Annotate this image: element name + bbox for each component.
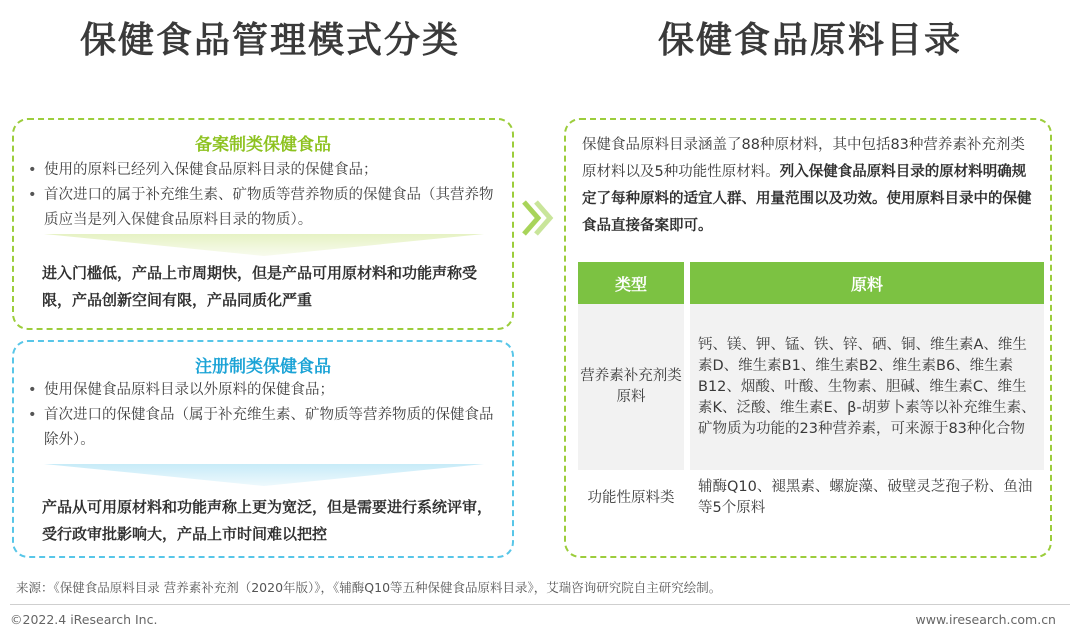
catalog-card	[564, 118, 1052, 558]
row-materials: 辅酶Q10、褪黑素、螺旋藻、破壁灵芝孢子粉、鱼油等5个原料	[687, 470, 1044, 526]
filing-card	[12, 118, 514, 330]
table-row	[578, 470, 1044, 526]
row-type: 功能性原料类	[578, 470, 687, 526]
registration-card	[12, 340, 514, 558]
filing-arrow-band	[44, 234, 484, 256]
catalog-description	[582, 132, 1036, 240]
filing-bullet-2: • 首次进口的属于补充维生素、矿物质等营养物质的保健食品（其营养物质应当是列入保健食品原料目录的物质）。	[26, 183, 500, 233]
header-type: 类型	[578, 262, 687, 304]
right-title: 保健食品原料目录	[657, 20, 962, 61]
row-materials: 钙、镁、钾、锰、铁、锌、硒、铜、维生素A、维生素D、维生素B1、维生素B2、维生素B6、维生素B12、烟酸、叶酸、生物素、胆碱、维生素C、维生素K、泛酸、维生素E、β-胡萝卜素等以补充维生素、矿物质为功能的23种营养素，可来源于83种化合物	[687, 304, 1044, 470]
registration-bullets	[26, 378, 500, 453]
source-note: 来源：《保健食品原料目录 营养素补充剂（2020年版）》，《辅酶Q10等五种保健食品原料目录》，艾瑞咨询研究院自主研究绘制。	[16, 580, 722, 595]
footer-copyright: ©2022.4 iResearch Inc.	[10, 612, 158, 627]
filing-bullets	[26, 158, 500, 233]
catalog-desc-normal: 保健食品原料目录涵盖了88种原材料，其中包括83种营养素补充剂类原材料以及5种功能性原材料。	[582, 137, 1025, 180]
filing-heading: 备案制类保健食品	[195, 135, 331, 155]
footer-website: www.iresearch.com.cn	[915, 612, 1056, 627]
table-header-row	[578, 262, 1044, 304]
catalog-desc-bold: 列入保健食品原料目录的原材料明确规定了每种原料的适宜人群、用量范围以及功效。使用原料目录中的保健食品直接备案即可。	[582, 164, 1032, 234]
registration-heading: 注册制类保健食品	[195, 357, 331, 377]
registration-arrow-band	[44, 464, 484, 486]
left-title: 保健食品管理模式分类	[79, 20, 460, 61]
footer-divider	[10, 604, 1070, 605]
double-chevron-right-icon	[520, 196, 556, 240]
header-materials: 原料	[687, 262, 1044, 304]
registration-bullet-1: • 使用保健食品原料目录以外原料的保健食品；	[26, 378, 500, 403]
filing-bullet-1: • 使用的原料已经列入保健食品原料目录的保健食品；	[26, 158, 500, 183]
registration-bullet-2: • 首次进口的保健食品（属于补充维生素、矿物质等营养物质的保健食品除外）。	[26, 403, 500, 453]
filing-conclusion: 进入门槛低，产品上市周期快，但是产品可用原材料和功能声称受限，产品创新空间有限，产品同质化严重	[42, 264, 478, 309]
registration-conclusion: 产品从可用原材料和功能声称上更为宽泛，但是需要进行系统评审，受行政审批影响大，产品上市时间难以把控	[42, 498, 493, 543]
table-row	[578, 304, 1044, 470]
row-type: 营养素补充剂类原料	[578, 304, 687, 470]
materials-table	[578, 262, 1044, 526]
